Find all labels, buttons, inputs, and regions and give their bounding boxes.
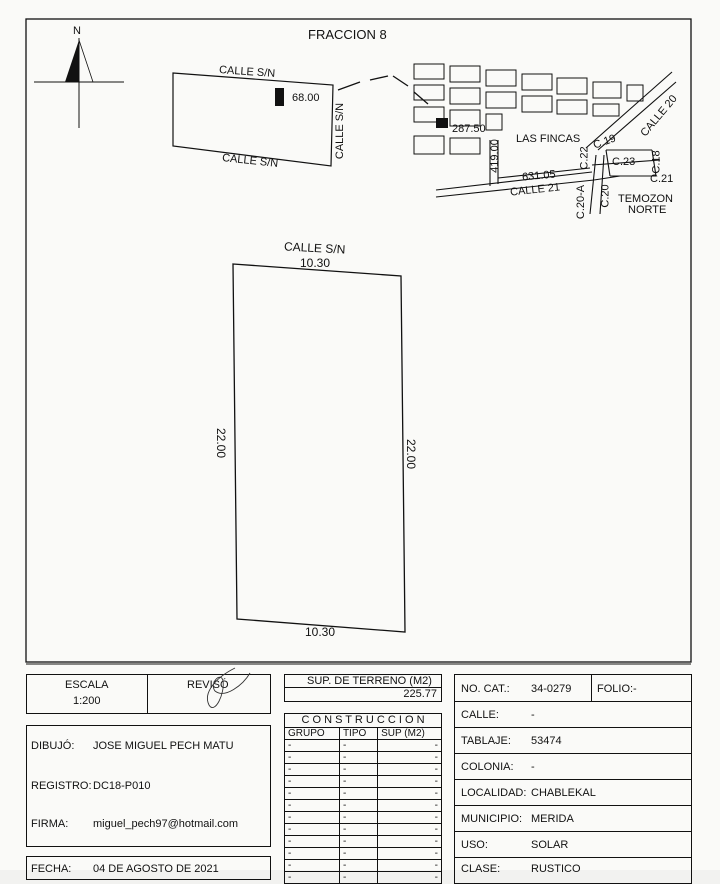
cons-cell: -: [285, 788, 340, 800]
fecha-value: 04 DE AGOSTO DE 2021: [93, 863, 219, 875]
cons-cell: -: [378, 812, 442, 824]
loc-norte: NORTE: [628, 204, 667, 216]
location-parcel: [173, 73, 333, 166]
cons-cell: -: [285, 764, 340, 776]
cons-cell: -: [339, 800, 377, 812]
cons-header-sup: SUP (M2): [378, 728, 442, 740]
colonia-value: -: [531, 761, 535, 773]
cons-cell: -: [339, 836, 377, 848]
cons-row: [285, 776, 442, 788]
cons-cell: -: [378, 800, 442, 812]
cons-cell: -: [285, 752, 340, 764]
loc-street-right: CALLE S/N: [334, 102, 347, 160]
calle-label: CALLE:: [461, 709, 499, 721]
cons-cell: -: [285, 800, 340, 812]
cons-cell: -: [285, 776, 340, 788]
municipio-value: MERIDA: [531, 813, 574, 825]
cons-cell: -: [378, 860, 442, 872]
loc-calle-21: CALLE 21: [509, 181, 561, 199]
reviso-signature-icon: [195, 663, 255, 713]
loc-calle-20: CALLE 20: [638, 92, 680, 140]
sup-terreno-box: [284, 674, 442, 702]
tablaje-label: TABLAJE:: [461, 735, 511, 747]
cons-cell: -: [339, 812, 377, 824]
loc-temozon: TEMOZON: [618, 193, 673, 205]
calle-value: -: [531, 709, 535, 721]
loc-dist-631: 631.05: [521, 168, 557, 184]
cons-cell: -: [378, 872, 442, 884]
cons-cell: -: [339, 848, 377, 860]
cons-cell: -: [285, 836, 340, 848]
tablaje-value: 53474: [531, 735, 562, 747]
cons-row: [285, 824, 442, 836]
cons-row: [285, 812, 442, 824]
cons-row: [285, 800, 442, 812]
folio-label: FOLIO:-: [597, 683, 637, 695]
fecha-label: FECHA:: [31, 863, 72, 875]
dibujo-label: DIBUJÓ:: [31, 740, 75, 752]
lot-dim-right: 22.00: [404, 438, 419, 470]
cons-row: [285, 848, 442, 860]
escala-box: [26, 674, 271, 714]
nocat-label: NO. CAT.:: [461, 683, 510, 695]
cons-cell: -: [378, 848, 442, 860]
loc-street-bottom: CALLE S/N: [221, 152, 279, 170]
construccion-table: [284, 713, 442, 884]
cons-header-tipo: TIPO: [339, 728, 377, 740]
sup-label: SUP. DE TERRENO (M2): [307, 675, 432, 687]
cons-cell: -: [285, 848, 340, 860]
cons-row: [285, 752, 442, 764]
parcel-marker: [275, 88, 284, 106]
north-label: N: [73, 25, 81, 37]
loc-c23: C.23: [612, 156, 636, 168]
localidad-label: LOCALIDAD:: [461, 787, 527, 799]
cons-cell: -: [339, 764, 377, 776]
construccion-title: C O N S T R U C C I O N: [284, 713, 442, 727]
loc-distance-top: 68.00: [292, 92, 320, 104]
loc-c21: C.21: [650, 173, 674, 185]
loc-dist-419: 419.00: [488, 139, 501, 173]
loc-street-top: CALLE S/N: [218, 64, 276, 80]
cons-row: [285, 872, 442, 884]
reviso-label: REVISÓ: [187, 679, 229, 691]
cons-cell: -: [339, 824, 377, 836]
loc-c20: C.20: [599, 184, 612, 208]
colonia-label: COLONIA:: [461, 761, 514, 773]
cons-cell: -: [378, 836, 442, 848]
registro-value: DC18-P010: [93, 780, 151, 792]
dibujo-value: JOSE MIGUEL PECH MATU: [93, 740, 234, 752]
cons-cell: -: [285, 860, 340, 872]
cons-cell: -: [339, 860, 377, 872]
uso-label: USO:: [461, 839, 488, 851]
cons-row: [285, 764, 442, 776]
firma-label: FIRMA:: [31, 818, 69, 830]
lot-dim-bottom: 10.30: [305, 625, 336, 639]
cons-header-grupo: GRUPO: [285, 728, 340, 740]
north-arrow-icon: [34, 38, 124, 128]
loc-c18: C.18: [650, 150, 663, 174]
localidad-value: CHABLEKAL: [531, 787, 596, 799]
site-marker: [436, 118, 448, 128]
drafter-box: [26, 725, 271, 847]
cons-cell: -: [339, 788, 377, 800]
sup-value: 225.77: [403, 688, 437, 700]
cons-row: [285, 788, 442, 800]
cons-cell: -: [378, 740, 442, 752]
cons-cell: -: [378, 788, 442, 800]
cons-cell: -: [339, 740, 377, 752]
fecha-box: [26, 856, 271, 880]
lot-dim-left: 22.00: [214, 427, 229, 459]
lot-street: CALLE S/N: [283, 239, 346, 257]
cons-row: [285, 836, 442, 848]
cadastral-info-box: [454, 674, 692, 884]
cons-cell: -: [339, 752, 377, 764]
page-title: FRACCION 8: [308, 27, 387, 42]
cons-cell: -: [378, 824, 442, 836]
cons-cell: -: [285, 824, 340, 836]
cons-row: [285, 740, 442, 752]
cons-cell: -: [285, 740, 340, 752]
lot-outline: [233, 264, 405, 632]
clase-value: RUSTICO: [531, 863, 581, 875]
cons-cell: -: [378, 752, 442, 764]
clase-label: CLASE:: [461, 863, 501, 875]
registro-label: REGISTRO:: [31, 780, 92, 792]
cons-cell: -: [285, 812, 340, 824]
cons-cell: -: [378, 776, 442, 788]
lot-dim-top: 10.30: [300, 256, 331, 270]
nocat-value: 34-0279: [531, 683, 572, 695]
escala-label: ESCALA: [65, 679, 109, 691]
loc-c22: C.22: [578, 146, 591, 170]
cons-cell: -: [339, 776, 377, 788]
cons-cell: -: [285, 872, 340, 884]
loc-dist-287: 287.50: [452, 123, 486, 135]
cons-cell: -: [378, 764, 442, 776]
cons-cell: -: [339, 872, 377, 884]
drawing-frame: [26, 19, 691, 662]
loc-las-fincas: LAS FINCAS: [516, 133, 581, 145]
municipio-label: MUNICIPIO:: [461, 813, 523, 825]
uso-value: SOLAR: [531, 839, 569, 851]
firma-value: miguel_pech97@hotmail.com: [93, 818, 239, 830]
loc-c19: C.19: [591, 132, 618, 152]
escala-value: 1:200: [73, 695, 101, 707]
loc-c20a: C.20-A: [575, 184, 588, 220]
